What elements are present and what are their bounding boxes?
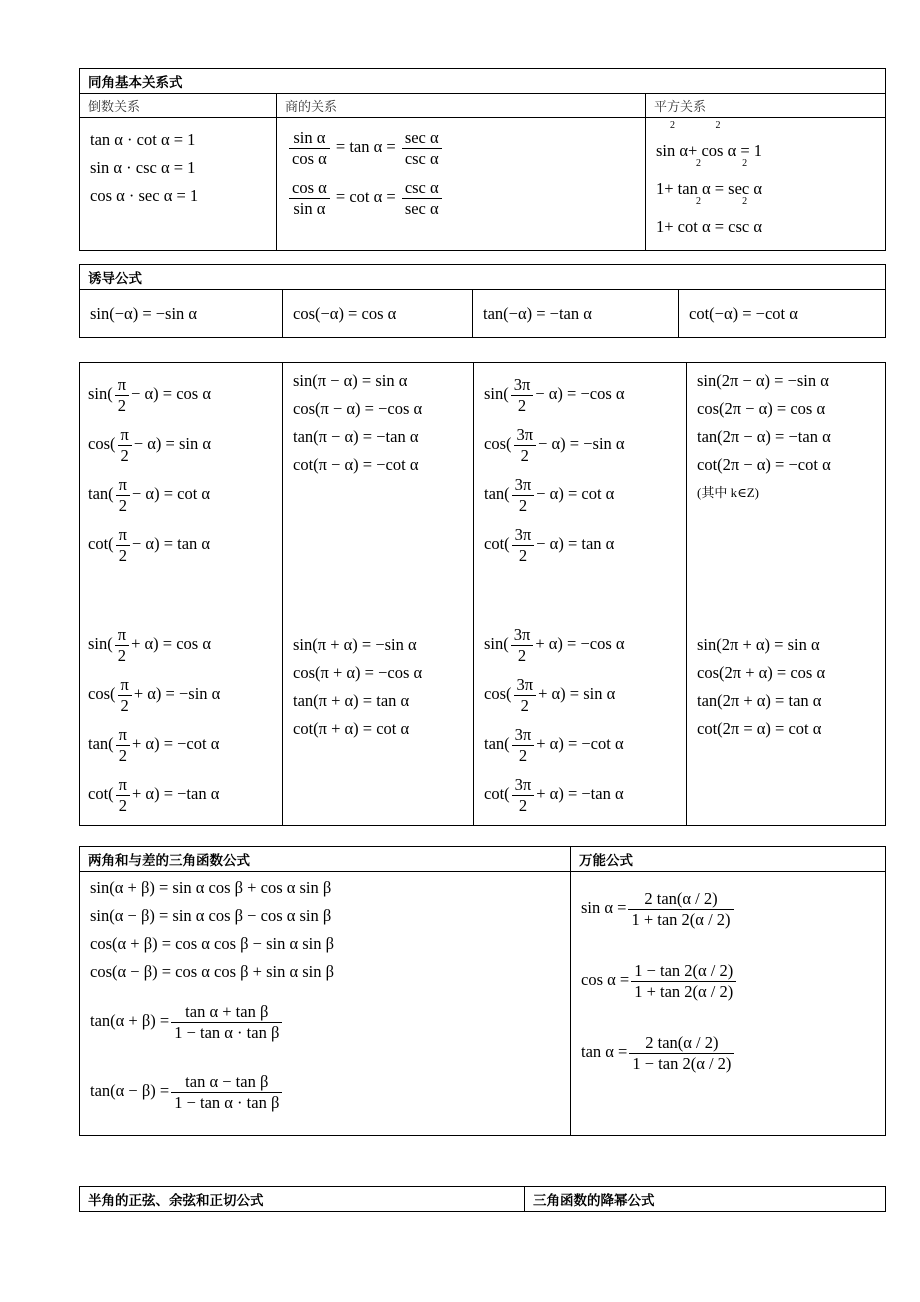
universal-formula: sin α = $\frac{2 \tan(\alpha / 2)}{1 + \tan 2(\alpha / 2)}$ <box>581 878 875 950</box>
induction-formula: sin( $\frac{\pi}{2}$ − α) = cos α <box>88 375 211 415</box>
quotient-cell <box>277 118 646 251</box>
induction-formula: sin( $\frac{3\pi}{2}$ − α) = −cos α <box>484 375 625 415</box>
induction-section <box>79 264 885 338</box>
power-reduction-title: 三角函数的降幂公式 <box>525 1187 886 1212</box>
induction-formula: cos(2π − α) = cos α <box>697 399 826 418</box>
tan-sum-formula: tan(α + β) = $\frac{\text{tan α + tan β}}{\text{1 − tan α · tan β}}$ <box>90 986 560 1056</box>
reciprocal-formula: tan α · cot α = 1 <box>90 130 196 149</box>
induction-formula: cot( $\frac{\pi}{2}$ − α) = tan α <box>88 525 211 565</box>
quotient-formula: $\frac{\text{sin α}}{\text{cos α}}$ = tan α = $\frac{\text{sec α}}{\text{csc α}}$ <box>287 122 635 172</box>
induction-formula: tan(2π + α) = tan α <box>697 691 822 710</box>
neg-formula: sin(−α) = −sin α <box>90 303 198 323</box>
induction-formula: cos(2π + α) = cos α <box>697 663 826 682</box>
induction-formula: cot(2π − α) = −cot α <box>697 455 831 474</box>
universal-title: 万能公式 <box>571 847 886 872</box>
square-cell <box>646 118 886 251</box>
induction-formula: tan(2π − α) = −tan α <box>697 427 831 446</box>
square-formula: 1+ cot 2 α = csc 2 α <box>656 196 763 236</box>
neg-cell <box>283 290 473 338</box>
induction-formula: cot( $\frac{3\pi}{2}$ + α) = −tan α <box>484 775 624 815</box>
induction-formula: cot(2π = α) = cot α <box>697 719 822 738</box>
induction-formula: sin(π − α) = sin α <box>293 371 408 390</box>
square-label: 平方关系 <box>646 94 886 118</box>
induction-formula: tan(π + α) = tan α <box>293 691 410 710</box>
induction-formula: cot( $\frac{\pi}{2}$ + α) = −tan α <box>88 775 220 815</box>
pi-half-cell <box>80 363 283 826</box>
universal-formula: cos α = $\frac{1 - \tan 2(\alpha / 2)}{1 + \tan 2(\alpha / 2)}$ <box>581 950 875 1022</box>
induction-formula: sin(2π + α) = sin α <box>697 635 820 654</box>
induction-formula: tan( $\frac{\pi}{2}$ − α) = cot α <box>88 475 211 515</box>
quotient-label: 商的关系 <box>277 94 646 118</box>
induction-formula: tan(π − α) = −tan α <box>293 427 419 446</box>
sum-title: 两角和与差的三角函数公式 <box>80 847 571 872</box>
neg-formula: cos(−α) = cos α <box>293 303 397 323</box>
induction-formula: sin( $\frac{\pi}{2}$ + α) = cos α <box>88 625 211 665</box>
neg-formula: cot(−α) = −cot α <box>689 303 798 323</box>
neg-cell <box>679 290 886 338</box>
square-formula: 1+ tan 2 α = sec 2 α <box>656 158 763 198</box>
half-angle-section <box>79 1186 885 1212</box>
reciprocal-formula: cos α · sec α = 1 <box>90 186 199 205</box>
sum-formula: cos(α − β) = cos α cos β + sin α sin β <box>90 962 335 981</box>
universal-cell <box>571 872 886 1136</box>
neg-formula: tan(−α) = −tan α <box>483 303 592 323</box>
reciprocal-label: 倒数关系 <box>80 94 277 118</box>
basic-relations-section <box>79 68 885 251</box>
tan-diff-formula: tan(α − β) = $\frac{\text{tan α − tan β}}{\text{1 − tan α · tan β}}$ <box>90 1056 560 1126</box>
sum-formula: sin(α + β) = sin α cos β + cos α sin β <box>90 878 332 897</box>
neg-cell <box>80 290 283 338</box>
integer-note: (其中 k∈Z) <box>697 485 759 500</box>
induction-formula: cos(π − α) = −cos α <box>293 399 423 418</box>
sum-universal-section <box>79 846 885 1136</box>
sum-formula: cos(α + β) = cos α cos β − sin α sin β <box>90 934 335 953</box>
induction-formula: sin(2π − α) = −sin α <box>697 371 829 390</box>
universal-formula: tan α = $\frac{2 \tan(\alpha / 2)}{1 - \tan 2(\alpha / 2)}$ <box>581 1022 875 1094</box>
induction-formula: sin( $\frac{3\pi}{2}$ + α) = −cos α <box>484 625 625 665</box>
reciprocal-formula: sin α · csc α = 1 <box>90 158 196 177</box>
induction-formula: cot(π − α) = −cot α <box>293 455 419 474</box>
induction-grid <box>79 362 885 826</box>
induction-formula: cot(π + α) = cot α <box>293 719 410 738</box>
induction-formula: cos( $\frac{3\pi}{2}$ − α) = −sin α <box>484 425 625 465</box>
sum-formula: sin(α − β) = sin α cos β − cos α sin β <box>90 906 332 925</box>
reciprocal-cell <box>80 118 277 251</box>
pi-cell <box>283 363 474 826</box>
induction-formula: cos(π + α) = −cos α <box>293 663 423 682</box>
induction-formula: cos( $\frac{\pi}{2}$ + α) = −sin α <box>88 675 221 715</box>
half-angle-title: 半角的正弦、余弦和正切公式 <box>80 1187 525 1212</box>
sum-cell <box>80 872 571 1136</box>
three-pi-half-cell <box>474 363 687 826</box>
induction-formula: tan( $\frac{3\pi}{2}$ + α) = −cot α <box>484 725 624 765</box>
induction-formula: cos( $\frac{\pi}{2}$ − α) = sin α <box>88 425 211 465</box>
neg-cell <box>473 290 679 338</box>
induction-title: 诱导公式 <box>80 265 886 290</box>
induction-formula: tan( $\frac{\pi}{2}$ + α) = −cot α <box>88 725 220 765</box>
induction-formula: sin(π + α) = −sin α <box>293 635 417 654</box>
quotient-formula: $\frac{\text{cos α}}{\text{sin α}}$ = cot α = $\frac{\text{csc α}}{\text{sec α}}$ <box>287 172 635 222</box>
basic-relations-title: 同角基本关系式 <box>80 69 886 94</box>
induction-formula: cot( $\frac{3\pi}{2}$ − α) = tan α <box>484 525 615 565</box>
induction-formula: cos( $\frac{3\pi}{2}$ + α) = sin α <box>484 675 616 715</box>
induction-formula: tan( $\frac{3\pi}{2}$ − α) = cot α <box>484 475 615 515</box>
two-pi-cell <box>687 363 886 826</box>
square-formula: sin 2 α+ cos 2 α = 1 <box>656 120 763 160</box>
